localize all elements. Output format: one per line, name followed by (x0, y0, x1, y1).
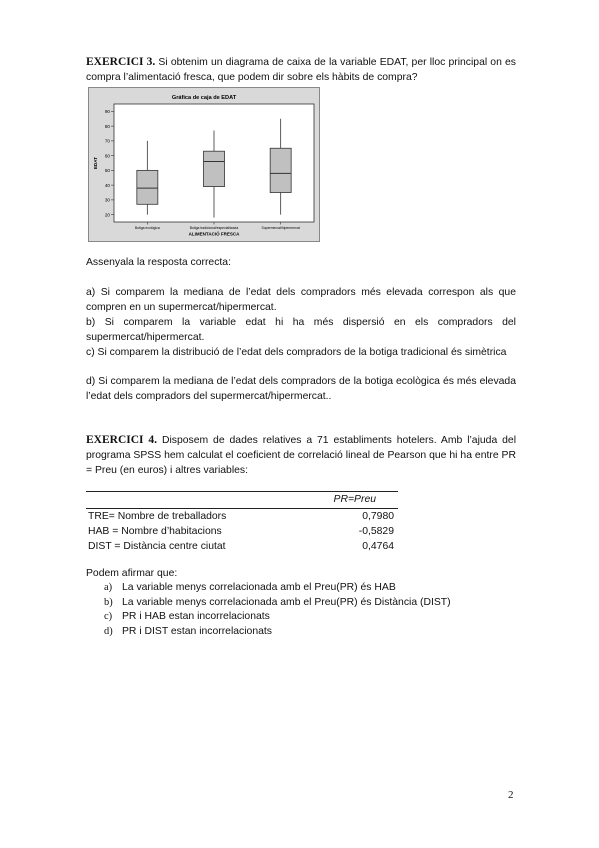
exercise-4-heading: EXERCICI 4. (86, 434, 158, 446)
table-row (86, 539, 398, 554)
exercise-3-heading: EXERCICI 3. (86, 56, 156, 68)
x-tick-label: Botiga ecològica (134, 226, 160, 230)
exercise-4-lead: Podem afirmar que: (86, 568, 178, 579)
exercise-3-option-c: c) Si comparem la distribució de l’edat dels compradors de la botiga tradicional és simètrica (86, 347, 507, 358)
option-key: c) (104, 611, 113, 622)
y-tick-label: 40 (104, 182, 110, 188)
box (204, 151, 225, 186)
table-row (86, 509, 398, 524)
option-text: La variable menys correlacionada amb el Preu(PR) és Distància (DIST) (122, 596, 451, 608)
row-value: 0,4764 (362, 541, 394, 552)
y-tick-label: 20 (104, 212, 110, 218)
y-tick-label: 90 (104, 109, 110, 115)
row-label: TRE= Nombre de treballadors (88, 511, 227, 522)
exercise-4-options (104, 581, 524, 639)
list-item (104, 625, 524, 640)
y-axis-label: EDAT (93, 157, 98, 169)
boxplot-chart (88, 87, 320, 242)
x-tick-label: Supermercat/hipermercat (261, 226, 300, 230)
chart-title: Gráfica de caja de EDAT (171, 95, 237, 101)
y-tick-label: 30 (104, 197, 110, 203)
option-text: La variable menys correlacionada amb el Preu(PR) és HAB (122, 582, 396, 593)
y-tick-label: 70 (104, 138, 110, 144)
row-value: 0,7980 (362, 511, 394, 522)
x-axis-label: ALIMENTACIÓ FRESCA (188, 231, 240, 237)
table-header (86, 491, 398, 508)
exercise-3-option-b: b) Si comparem la variable edat hi ha més dispersió en els compradors del supermercat/hipermercat. (86, 317, 516, 343)
row-label: HAB = Nombre d’habitacions (88, 526, 222, 537)
y-tick-label: 50 (104, 168, 110, 174)
y-tick-label: 60 (104, 153, 110, 159)
exercise-3-option-a: a) Si comparem la mediana de l’edat dels compradors més elevada correspon als que compren en un supermercat/hipermercat. (86, 287, 516, 313)
option-key: d) (104, 625, 113, 637)
exercise-3-option-d: d) Si comparem la mediana de l’edat dels compradors de la botiga ecològica és més elevada l’edat dels compradors del supermercat/hipermercat.. (86, 376, 516, 402)
exercise-4-question-text: Disposem de dades relatives a 71 establiments hotelers. Amb l’ajuda del programa SPSS hem calculat el coeficient de correlació lineal de Pearson que hi ha entre PR = Preu (en euros) i altres variables: (86, 435, 517, 476)
exercise-3-instruction: Assenyala la resposta correcta: (86, 257, 231, 268)
list-item (104, 596, 524, 611)
correlation-table (86, 491, 398, 554)
option-key: b) (104, 596, 113, 608)
y-tick-label: 80 (104, 123, 110, 129)
row-label: DIST = Distància centre ciutat (88, 541, 226, 552)
table-header-label: PR=Preu (333, 494, 376, 505)
row-value: -0,5829 (358, 526, 394, 537)
option-text: PR i HAB estan incorrelacionats (122, 611, 270, 622)
exercise-4-question (86, 433, 516, 478)
box (137, 170, 158, 204)
option-key: a) (104, 582, 113, 593)
exercise-3-question (86, 55, 516, 85)
box (270, 148, 291, 192)
table-row (86, 524, 398, 539)
page-number: 2 (508, 789, 514, 801)
list-item (104, 610, 524, 625)
x-tick-label: Botiga tradicional/especialitzada (189, 226, 239, 230)
list-item (104, 581, 524, 596)
option-text: PR i DIST estan incorrelacionats (122, 625, 272, 637)
exercise-3-question-text: Si obtenim un diagrama de caixa de la variable EDAT, per lloc principal on es compra l’alimentació fresca, que podem dir sobre els hàbits de compra? (86, 57, 516, 83)
